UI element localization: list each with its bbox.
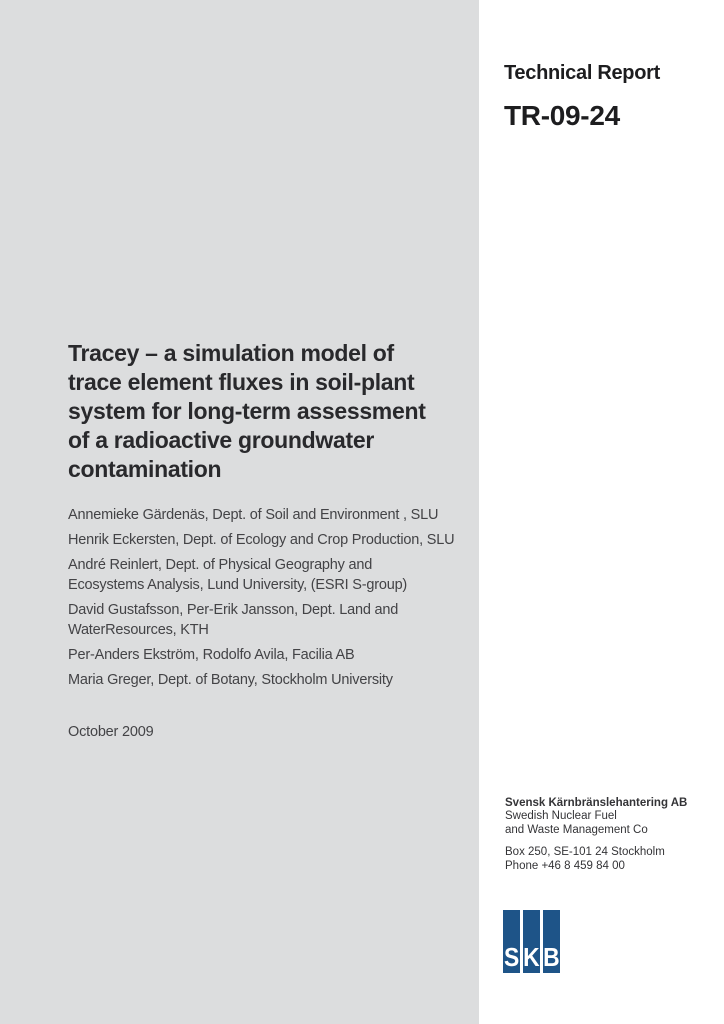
authors-list: [68, 505, 454, 695]
author-entry: [68, 670, 454, 690]
report-title-line: of a radioactive groundwater: [68, 427, 374, 453]
skb-logo-bar: [523, 910, 540, 973]
author-entry: [68, 555, 454, 595]
skb-logo-bar: [503, 910, 520, 973]
author-line: WaterResources, KTH: [68, 622, 209, 638]
publisher-info: [505, 796, 687, 873]
author-entry: [68, 600, 454, 640]
author-entry: [68, 645, 454, 665]
report-title-line: trace element fluxes in soil-plant: [68, 369, 415, 395]
publisher-phone: Phone +46 8 459 84 00: [505, 859, 625, 872]
report-title: [68, 339, 426, 484]
author-line: André Reinlert, Dept. of Physical Geography and: [68, 557, 373, 573]
author-line: Maria Greger, Dept. of Botany, Stockholm University: [68, 672, 393, 688]
author-entry: [68, 505, 454, 525]
publisher-subtitle-line: Swedish Nuclear Fuel: [505, 810, 617, 822]
publisher-subtitle-line: and Waste Management Co: [505, 823, 648, 836]
author-line: Per-Anders Ekström, Rodolfo Avila, Facilia AB: [68, 647, 355, 663]
author-entry: [68, 530, 454, 550]
skb-logo-letter: S: [503, 942, 520, 972]
skb-logo-bar: [543, 910, 560, 973]
report-title-line: contamination: [68, 456, 222, 482]
report-number: TR-09-24: [504, 100, 620, 131]
author-line: Ecosystems Analysis, Lund University, (ESRI S-group): [68, 577, 408, 593]
report-title-line: Tracey – a simulation model of: [68, 340, 394, 366]
publisher-address: Box 250, SE-101 24 Stockholm: [505, 846, 665, 858]
author-line: David Gustafsson, Per-Erik Jansson, Dept. Land and: [68, 602, 399, 618]
author-line: Henrik Eckersten, Dept. of Ecology and Crop Production, SLU: [68, 532, 455, 548]
report-header: [504, 62, 660, 132]
publication-date: October 2009: [68, 724, 154, 740]
publisher-contact: [505, 846, 687, 873]
publisher-name: Svensk Kärnbränslehantering AB: [505, 797, 688, 809]
skb-logo-letter: B: [543, 942, 560, 972]
skb-logo-letter: K: [523, 942, 540, 972]
author-line: Annemieke Gärdenäs, Dept. of Soil and Environment , SLU: [68, 507, 439, 523]
report-type-label: Technical Report: [504, 62, 660, 84]
skb-logo: [503, 910, 560, 973]
report-title-line: system for long-term assessment: [68, 398, 426, 424]
